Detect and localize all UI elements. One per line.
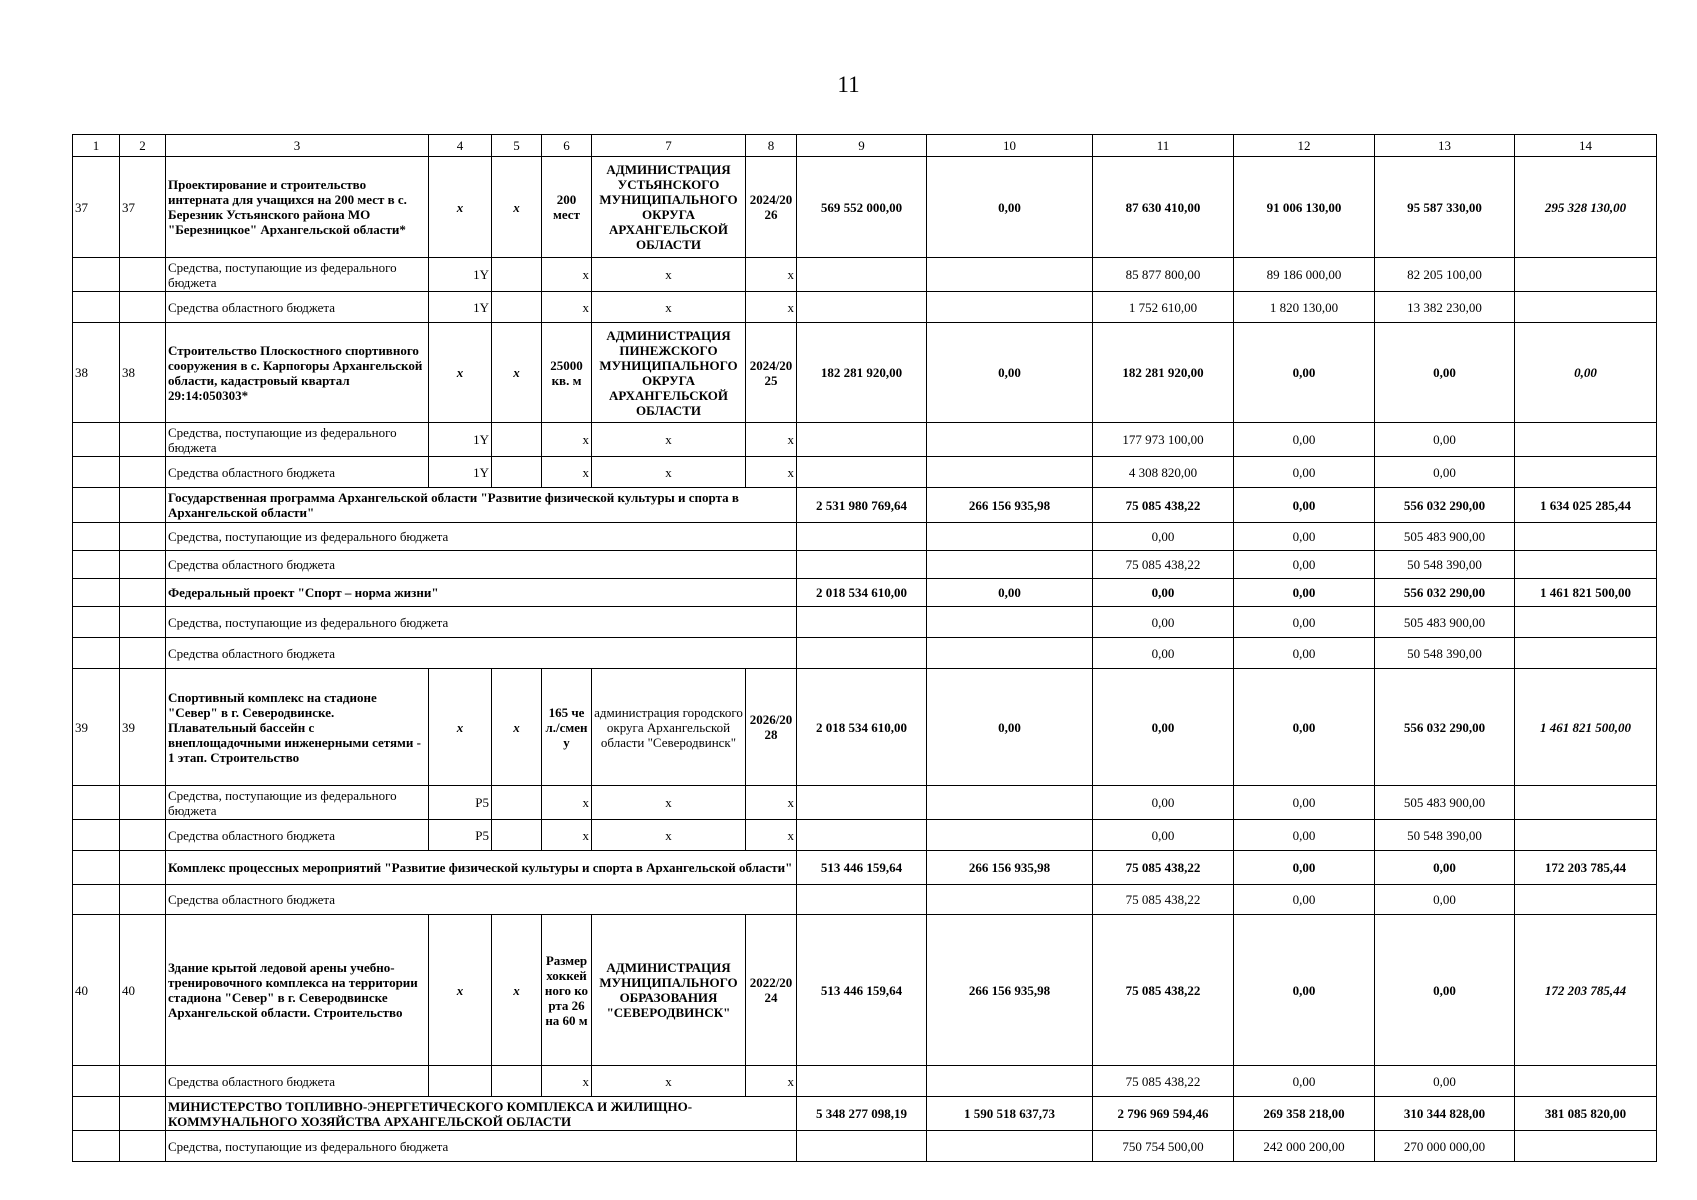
column-number: 4: [429, 135, 492, 157]
table-row: [73, 1097, 1657, 1131]
funding-source-label: Средства областного бюджета: [166, 885, 797, 915]
customer-cell: АДМИНИСТРАЦИЯ ПИНЕЖСКОГО МУНИЦИПАЛЬНОГО ОКРУГА АРХАНГЕЛЬСКОЙ ОБЛАСТИ: [592, 323, 746, 423]
x-cell: x: [542, 786, 592, 820]
table-row: [73, 669, 1657, 786]
amount-cell: 0,00: [1234, 885, 1375, 915]
investment-table: [72, 134, 1657, 1162]
amount-cell: 513 446 159,64: [797, 851, 927, 885]
table-row: [73, 523, 1657, 551]
column-number: 14: [1515, 135, 1657, 157]
amount-cell: 0,00: [1234, 669, 1375, 786]
object-name: Спортивный комплекс на стадионе "Север" в г. Северодвинске. Плавательный бассейн с внеплощадочными инженерными сетями - 1 этап. Строительство: [166, 669, 429, 786]
amount-cell: 182 281 920,00: [797, 323, 927, 423]
x-cell: x: [542, 457, 592, 488]
amount-cell: 0,00: [1234, 915, 1375, 1066]
row-number: 37: [73, 157, 120, 258]
table-row: [73, 786, 1657, 820]
table-row: [73, 258, 1657, 292]
column-number: 6: [542, 135, 592, 157]
code-cell: x: [492, 669, 542, 786]
amount-cell: 1 461 821 500,00: [1515, 669, 1657, 786]
amount-cell: 75 085 438,22: [1093, 915, 1234, 1066]
column-number-row: [73, 135, 1657, 157]
amount-cell: 0,00: [1093, 786, 1234, 820]
column-number: 5: [492, 135, 542, 157]
amount-cell: 0,00: [1515, 323, 1657, 423]
amount-cell: 2 018 534 610,00: [797, 669, 927, 786]
x-cell: x: [542, 258, 592, 292]
x-cell: x: [746, 292, 797, 323]
code-cell: x: [429, 323, 492, 423]
amount-cell: 0,00: [1234, 457, 1375, 488]
amount-cell: 95 587 330,00: [1375, 157, 1515, 258]
row-number: 38: [120, 323, 166, 423]
amount-cell: 0,00: [1093, 820, 1234, 851]
amount-cell: 0,00: [927, 323, 1093, 423]
funding-source-label: Средства, поступающие из федерального бюджета: [166, 1131, 797, 1162]
amount-cell: 266 156 935,98: [927, 488, 1093, 523]
column-number: 13: [1375, 135, 1515, 157]
amount-cell: 5 348 277 098,19: [797, 1097, 927, 1131]
code-cell: P5: [429, 820, 492, 851]
column-number: 10: [927, 135, 1093, 157]
amount-cell: 0,00: [1234, 607, 1375, 638]
customer-cell: администрация городского округа Архангельской области "Северодвинск": [592, 669, 746, 786]
period-cell: 2024/2025: [746, 323, 797, 423]
column-number: 8: [746, 135, 797, 157]
capacity-cell: 25000 кв. м: [542, 323, 592, 423]
amount-cell: 0,00: [1375, 323, 1515, 423]
amount-cell: 750 754 500,00: [1093, 1131, 1234, 1162]
table-row: [73, 457, 1657, 488]
table-row: [73, 638, 1657, 669]
amount-cell: 569 552 000,00: [797, 157, 927, 258]
amount-cell: 1 634 025 285,44: [1515, 488, 1657, 523]
amount-cell: 381 085 820,00: [1515, 1097, 1657, 1131]
amount-cell: 87 630 410,00: [1093, 157, 1234, 258]
x-cell: x: [746, 258, 797, 292]
column-number: 2: [120, 135, 166, 157]
column-number: 11: [1093, 135, 1234, 157]
table-row: [73, 1131, 1657, 1162]
table-row: [73, 885, 1657, 915]
x-cell: x: [542, 1066, 592, 1097]
customer-cell: АДМИНИСТРАЦИЯ УСТЬЯНСКОГО МУНИЦИПАЛЬНОГО ОКРУГА АРХАНГЕЛЬСКОЙ ОБЛАСТИ: [592, 157, 746, 258]
funding-source-label: Средства областного бюджета: [166, 1066, 429, 1097]
x-cell: x: [592, 820, 746, 851]
x-cell: x: [592, 423, 746, 457]
period-cell: 2022/2024: [746, 915, 797, 1066]
amount-cell: 0,00: [1234, 579, 1375, 607]
table-row: [73, 551, 1657, 579]
amount-cell: 0,00: [1093, 638, 1234, 669]
column-number: 9: [797, 135, 927, 157]
amount-cell: 85 877 800,00: [1093, 258, 1234, 292]
funding-source-label: Средства, поступающие из федерального бюджета: [166, 523, 797, 551]
amount-cell: 0,00: [1093, 669, 1234, 786]
amount-cell: 505 483 900,00: [1375, 523, 1515, 551]
object-name: Здание крытой ледовой арены учебно-тренировочного комплекса на территории стадиона "Север" в г. Северодвинске Архангельской области. Строительство: [166, 915, 429, 1066]
row-number: 39: [73, 669, 120, 786]
amount-cell: 0,00: [1093, 579, 1234, 607]
code-cell: 1Y: [429, 457, 492, 488]
code-cell: x: [492, 157, 542, 258]
amount-cell: 0,00: [1234, 1066, 1375, 1097]
amount-cell: 82 205 100,00: [1375, 258, 1515, 292]
amount-cell: 0,00: [1234, 423, 1375, 457]
x-cell: x: [592, 457, 746, 488]
funding-source-label: Средства, поступающие из федерального бюджета: [166, 423, 429, 457]
amount-cell: 0,00: [1234, 523, 1375, 551]
table-row: [73, 820, 1657, 851]
amount-cell: 75 085 438,22: [1093, 851, 1234, 885]
amount-cell: 0,00: [1234, 820, 1375, 851]
x-cell: x: [592, 1066, 746, 1097]
amount-cell: 75 085 438,22: [1093, 488, 1234, 523]
funding-source-label: Средства областного бюджета: [166, 638, 797, 669]
x-cell: x: [746, 423, 797, 457]
amount-cell: 513 446 159,64: [797, 915, 927, 1066]
x-cell: x: [592, 786, 746, 820]
amount-cell: 1 752 610,00: [1093, 292, 1234, 323]
x-cell: x: [592, 292, 746, 323]
amount-cell: 4 308 820,00: [1093, 457, 1234, 488]
amount-cell: 172 203 785,44: [1515, 915, 1657, 1066]
x-cell: x: [542, 820, 592, 851]
amount-cell: 2 796 969 594,46: [1093, 1097, 1234, 1131]
row-number: 38: [73, 323, 120, 423]
object-name: Проектирование и строительство интерната для учащихся на 200 мест в с. Березник Устьянского района МО "Березницкое" Архангельской области*: [166, 157, 429, 258]
table-row: [73, 607, 1657, 638]
code-cell: x: [492, 915, 542, 1066]
funding-source-label: Средства, поступающие из федерального бюджета: [166, 786, 429, 820]
capacity-cell: 200 мест: [542, 157, 592, 258]
x-cell: x: [746, 786, 797, 820]
amount-cell: 556 032 290,00: [1375, 579, 1515, 607]
amount-cell: 50 548 390,00: [1375, 820, 1515, 851]
code-cell: x: [492, 323, 542, 423]
amount-cell: 242 000 200,00: [1234, 1131, 1375, 1162]
amount-cell: 0,00: [1093, 607, 1234, 638]
period-cell: 2024/2026: [746, 157, 797, 258]
capacity-cell: 165 чел./смену: [542, 669, 592, 786]
column-number: 12: [1234, 135, 1375, 157]
amount-cell: 0,00: [1234, 851, 1375, 885]
amount-cell: 182 281 920,00: [1093, 323, 1234, 423]
amount-cell: 0,00: [1375, 457, 1515, 488]
amount-cell: 556 032 290,00: [1375, 488, 1515, 523]
amount-cell: 2 018 534 610,00: [797, 579, 927, 607]
amount-cell: 0,00: [1234, 638, 1375, 669]
amount-cell: 556 032 290,00: [1375, 669, 1515, 786]
table-row: [73, 1066, 1657, 1097]
code-cell: P5: [429, 786, 492, 820]
amount-cell: 91 006 130,00: [1234, 157, 1375, 258]
amount-cell: 0,00: [1234, 786, 1375, 820]
row-number: 40: [120, 915, 166, 1066]
amount-cell: 0,00: [1375, 1066, 1515, 1097]
amount-cell: 75 085 438,22: [1093, 885, 1234, 915]
table-row: [73, 157, 1657, 258]
amount-cell: 89 186 000,00: [1234, 258, 1375, 292]
amount-cell: 0,00: [927, 157, 1093, 258]
amount-cell: 0,00: [1093, 523, 1234, 551]
amount-cell: 295 328 130,00: [1515, 157, 1657, 258]
code-cell: x: [429, 669, 492, 786]
customer-cell: АДМИНИСТРАЦИЯ МУНИЦИПАЛЬНОГО ОБРАЗОВАНИЯ "СЕВЕРОДВИНСК": [592, 915, 746, 1066]
column-number: 7: [592, 135, 746, 157]
x-cell: x: [746, 1066, 797, 1097]
funding-source-label: Средства областного бюджета: [166, 292, 429, 323]
x-cell: x: [746, 457, 797, 488]
amount-cell: 1 590 518 637,73: [927, 1097, 1093, 1131]
column-number: 1: [73, 135, 120, 157]
code-cell: x: [429, 915, 492, 1066]
amount-cell: 1 461 821 500,00: [1515, 579, 1657, 607]
amount-cell: 266 156 935,98: [927, 851, 1093, 885]
capacity-cell: Размер хоккейного корта 26 на 60 м: [542, 915, 592, 1066]
amount-cell: 505 483 900,00: [1375, 786, 1515, 820]
code-cell: 1Y: [429, 423, 492, 457]
amount-cell: 0,00: [1375, 851, 1515, 885]
program-title: Государственная программа Архангельской области "Развитие физической культуры и спорта в Архангельской области": [166, 488, 797, 523]
table-row: [73, 292, 1657, 323]
funding-source-label: Средства областного бюджета: [166, 820, 429, 851]
amount-cell: 172 203 785,44: [1515, 851, 1657, 885]
amount-cell: 0,00: [927, 669, 1093, 786]
amount-cell: 0,00: [1375, 915, 1515, 1066]
amount-cell: 0,00: [1234, 323, 1375, 423]
table-row: [73, 915, 1657, 1066]
row-number: 40: [73, 915, 120, 1066]
column-number: 3: [166, 135, 429, 157]
funding-source-label: Средства, поступающие из федерального бюджета: [166, 607, 797, 638]
code-cell: x: [429, 157, 492, 258]
amount-cell: 75 085 438,22: [1093, 1066, 1234, 1097]
amount-cell: 177 973 100,00: [1093, 423, 1234, 457]
x-cell: x: [746, 820, 797, 851]
complex-title: Комплекс процессных мероприятий "Развитие физической культуры и спорта в Архангельской области": [166, 851, 797, 885]
amount-cell: 13 382 230,00: [1375, 292, 1515, 323]
amount-cell: 505 483 900,00: [1375, 607, 1515, 638]
table-row: [73, 579, 1657, 607]
amount-cell: 0,00: [1375, 885, 1515, 915]
code-cell: 1Y: [429, 292, 492, 323]
funding-source-label: Средства областного бюджета: [166, 551, 797, 579]
funding-source-label: Средства областного бюджета: [166, 457, 429, 488]
amount-cell: 266 156 935,98: [927, 915, 1093, 1066]
object-name: Строительство Плоскостного спортивного сооружения в с. Карпогоры Архангельской области, кадастровый квартал 29:14:050303*: [166, 323, 429, 423]
table-row: [73, 851, 1657, 885]
x-cell: x: [542, 423, 592, 457]
x-cell: x: [542, 292, 592, 323]
amount-cell: 50 548 390,00: [1375, 638, 1515, 669]
amount-cell: 0,00: [1375, 423, 1515, 457]
amount-cell: 2 531 980 769,64: [797, 488, 927, 523]
amount-cell: 75 085 438,22: [1093, 551, 1234, 579]
table-row: [73, 488, 1657, 523]
code-cell: 1Y: [429, 258, 492, 292]
row-number: 39: [120, 669, 166, 786]
table-row: [73, 423, 1657, 457]
amount-cell: 50 548 390,00: [1375, 551, 1515, 579]
project-title: Федеральный проект "Спорт – норма жизни": [166, 579, 797, 607]
amount-cell: 0,00: [1234, 488, 1375, 523]
amount-cell: 270 000 000,00: [1375, 1131, 1515, 1162]
page-number: 11: [837, 72, 860, 97]
period-cell: 2026/2028: [746, 669, 797, 786]
amount-cell: 310 344 828,00: [1375, 1097, 1515, 1131]
funding-source-label: Средства, поступающие из федерального бюджета: [166, 258, 429, 292]
x-cell: x: [592, 258, 746, 292]
amount-cell: 0,00: [1234, 551, 1375, 579]
amount-cell: 0,00: [927, 579, 1093, 607]
ministry-title: МИНИСТЕРСТВО ТОПЛИВНО-ЭНЕРГЕТИЧЕСКОГО КОМПЛЕКСА И ЖИЛИЩНО-КОММУНАЛЬНОГО ХОЗЯЙСТВА АРХАНГЕЛЬСКОЙ ОБЛАСТИ: [166, 1097, 797, 1131]
amount-cell: 269 358 218,00: [1234, 1097, 1375, 1131]
table-row: [73, 323, 1657, 423]
row-number: 37: [120, 157, 166, 258]
amount-cell: 1 820 130,00: [1234, 292, 1375, 323]
